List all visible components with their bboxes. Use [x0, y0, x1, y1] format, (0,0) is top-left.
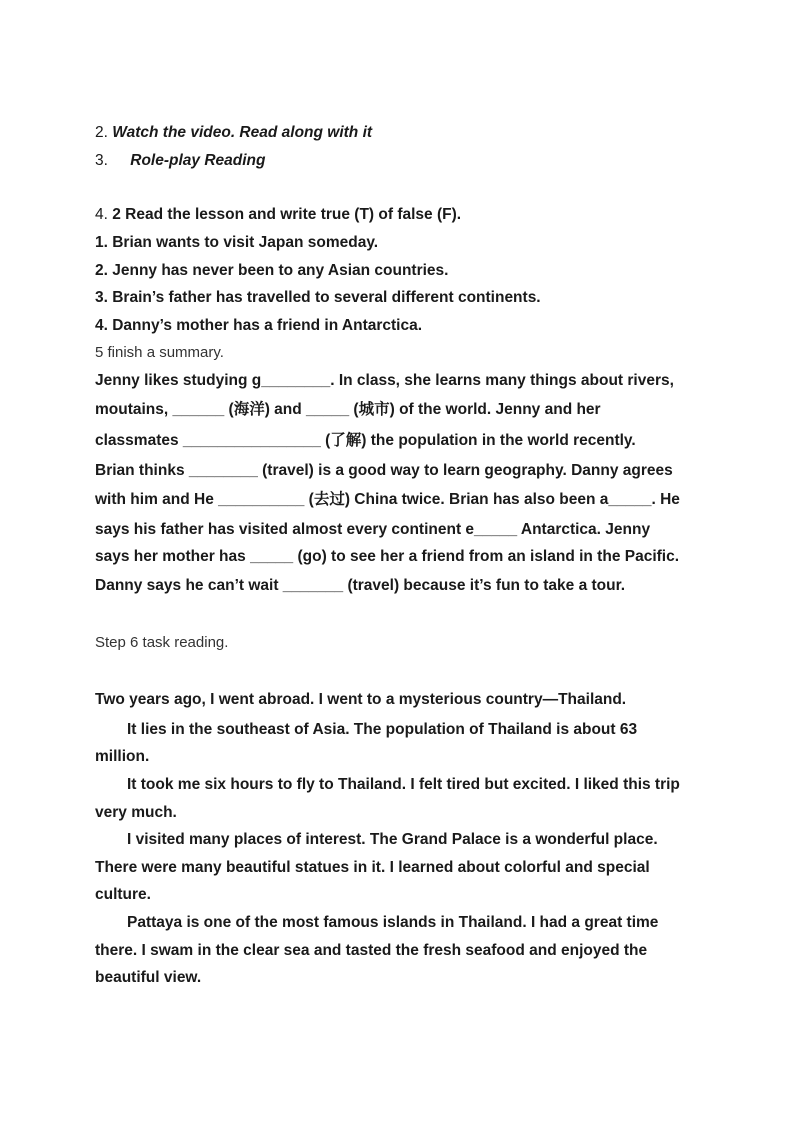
summary-line: moutains, ______ (海洋) and _____ (城市) of the world. Jenny and her [95, 401, 601, 418]
item-5-heading: 5 finish a summary. [95, 344, 224, 361]
summary-line: with him and He __________ (去过) China twice. Brian has also been a_____. He [95, 491, 680, 508]
tf-statement: 1. Brian wants to visit Japan someday. [95, 234, 379, 251]
item-2-number: 2. [95, 124, 108, 141]
reading-line: very much. [95, 804, 177, 821]
item-2 [95, 123, 372, 143]
item-4-number: 4. [95, 206, 108, 223]
step-6-heading: Step 6 task reading. [95, 634, 229, 651]
reading-line: beautiful view. [95, 969, 202, 986]
summary-line: Danny says he can’t wait _______ (travel) because it’s fun to take a tour. [95, 577, 626, 594]
item-2-text: Watch the video. Read along with it [112, 124, 373, 141]
reading-line: million. [95, 748, 150, 765]
tf-statement: 2. Jenny has never been to any Asian countries. [95, 262, 449, 279]
summary-line: says his father has visited almost every continent e_____ Antarctica. Jenny [95, 521, 651, 538]
summary-line: says her mother has _____ (go) to see her a friend from an island in the Pacific. [95, 548, 680, 565]
tf-statement: 3. Brain’s father has travelled to several different continents. [95, 289, 541, 306]
reading-line: There were many beautiful statues in it. I learned about colorful and special [95, 859, 650, 876]
reading-line: Pattaya is one of the most famous islands in Thailand. I had a great time [127, 914, 659, 931]
reading-line: there. I swam in the clear sea and tasted the fresh seafood and enjoyed the [95, 942, 648, 959]
summary-line: Jenny likes studying g________. In class, she learns many things about rivers, [95, 372, 674, 389]
tf-statement: 4. Danny’s mother has a friend in Antarctica. [95, 317, 423, 334]
item-3 [95, 151, 265, 171]
reading-line: culture. [95, 886, 151, 903]
reading-line: It took me six hours to fly to Thailand. I felt tired but excited. I liked this trip [127, 776, 680, 793]
item-4 [95, 205, 461, 225]
summary-line: classmates ________________ (了解) the population in the world recently. [95, 432, 636, 449]
item-3-number: 3. [95, 152, 108, 169]
item-3-text: Role-play Reading [130, 152, 266, 169]
reading-line: I visited many places of interest. The Grand Palace is a wonderful place. [127, 831, 658, 848]
summary-line: Brian thinks ________ (travel) is a good way to learn geography. Danny agrees [95, 462, 673, 479]
reading-line: Two years ago, I went abroad. I went to a mysterious country—Thailand. [95, 691, 627, 708]
reading-line: It lies in the southeast of Asia. The population of Thailand is about 63 [127, 721, 638, 738]
item-4-text: 2 Read the lesson and write true (T) of false (F). [112, 206, 462, 223]
